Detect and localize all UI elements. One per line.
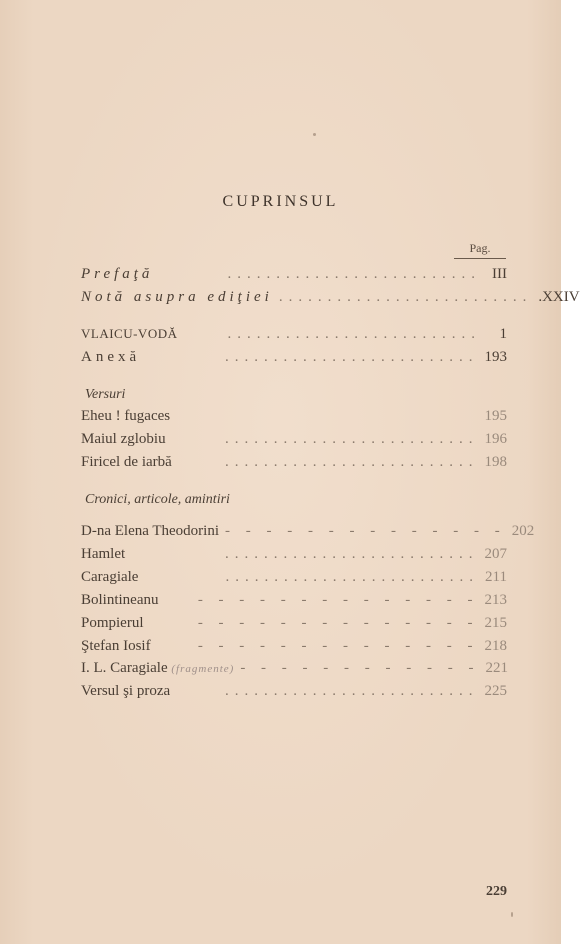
page-column-header: Pag. [454,241,506,259]
toc-entry-label: Hamlet [81,546,126,562]
toc-entry-label: Firicel de iarbă [81,454,172,470]
toc-entry-label: Bolintineanu [81,592,159,608]
toc-entry[interactable] [81,546,507,566]
dot-leader: .......................... [225,454,479,470]
toc-entry-label: Ştefan Iosif [81,638,151,654]
toc-entry-page: 225 [484,683,507,699]
toc-entry-editorial-note[interactable] [81,289,580,309]
dot-leader: .......................... [225,349,479,365]
toc-entry-page: .XXIV [538,289,580,305]
dot-leader: .......................... [227,266,481,282]
toc-entry-page: 213 [484,592,507,608]
toc-entry-label [81,660,234,677]
dot-leader: .......................... [225,683,479,699]
toc-entry-page: III [492,266,507,282]
toc-entry-page: 218 [484,638,507,654]
toc-entry-page: 215 [484,615,507,631]
toc-entry-label: Eheu ! fugaces [81,408,171,424]
toc-entry-vlaicu-voda[interactable] [81,326,507,346]
dot-leader: - - - - - - - - - - - - - - [197,592,479,608]
dot-leader: - - - - - - - - - - - - - - [197,638,479,654]
toc-entry-page: 202 [511,523,535,539]
toc-entry[interactable] [81,408,507,428]
section-title-chronicles: Cronici, articole, amintiri [85,492,230,507]
toc-entry-page: 221 [485,660,509,676]
paper-speck [313,133,316,136]
section-title-verse: Versuri [85,387,126,402]
toc-entry[interactable] [81,592,507,612]
toc-entry-label: VLAICU-VODĂ [81,326,178,341]
toc-entry-label: Maiul zglobiu [81,431,166,447]
toc-entry-label: Caragiale [81,569,139,585]
toc-entry-label: Versul şi proza [81,683,171,699]
dot-leader: .......................... [227,326,481,342]
toc-entry-page: 193 [484,349,507,365]
dot-leader: - - - - - - - - - - - - - - [197,615,479,631]
toc-entry-title: I. L. Caragiale [81,660,168,676]
page-number: 229 [486,884,507,899]
toc-entry-note: (fragmente) [171,663,235,675]
dot-leader: .......................... [278,289,533,305]
toc-entry-annex[interactable] [81,349,507,369]
paper-speck [511,912,513,917]
dot-leader: .......................... [225,546,479,562]
toc-entry-label: Notă asupra ediţiei [81,289,273,305]
toc-entry[interactable] [81,431,507,451]
toc-entry-label: Anexă [81,349,141,365]
toc-entry[interactable] [81,638,507,658]
toc-entry-label: D-na Elena Theodorini [81,523,220,539]
dot-leader: .......................... [225,431,479,447]
dot-leader: - - - - - - - - - - - - - - [225,523,506,539]
toc-entry-page: 195 [484,408,507,424]
toc-entry-label: Pompierul [81,615,144,631]
toc-entry-preface[interactable] [81,266,507,286]
toc-entry-page: 1 [499,326,507,342]
toc-entry-page: 211 [485,569,507,585]
toc-entry-page: 198 [484,454,507,470]
toc-entry[interactable] [81,683,507,703]
table-of-contents-title: CUPRINSUL [222,193,339,210]
dot-leader: .......................... [225,569,480,585]
toc-entry-page: 196 [484,431,507,447]
toc-entry[interactable] [81,454,507,474]
toc-entry[interactable] [81,523,535,543]
toc-entry[interactable] [81,569,507,589]
toc-entry-page: 207 [484,546,507,562]
toc-entry[interactable] [81,660,507,680]
dot-leader: - - - - - - - - - - - - [240,660,480,676]
toc-entry-label: Prefaţă [81,266,154,282]
toc-entry[interactable] [81,615,507,635]
